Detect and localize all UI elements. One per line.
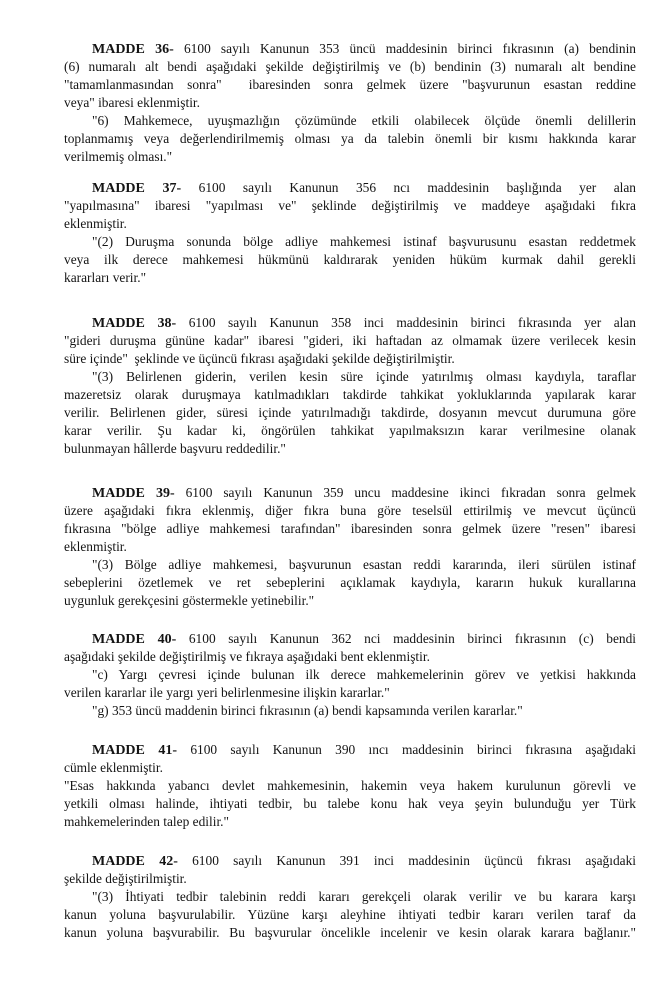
article-number: MADDE 40- bbox=[92, 632, 177, 647]
text-line: bulunmayan hâllerde başvuru reddedilir." bbox=[64, 441, 286, 456]
text-line: eklenmiştir. bbox=[64, 216, 127, 231]
text-line: "(3) Belirlenen giderin, verilen kesin süre içinde yatırılmış olması kaydıyla, taraflar bbox=[92, 369, 636, 384]
article-number: MADDE 36- bbox=[92, 42, 174, 57]
text-line: "6) Mahkemece, uyuşmazlığın çözümünde etkili olabilecek ölçüde önemli delillerin bbox=[92, 113, 636, 128]
article-heading-line bbox=[92, 179, 636, 197]
article-heading-line bbox=[92, 484, 636, 502]
text-span: 6100 sayılı Kanunun 353 üncü maddesinin birinci fıkrasının (a) bendinin bbox=[173, 41, 636, 56]
text-line: "(3) Bölge adliye mahkemesi, başvurunun esastan reddi kararında, ileri sürülen istinaf bbox=[92, 557, 636, 572]
text-line: toplanmamış veya değerlendirilmemiş olması ya da talebin önemli bir kısmı hakkında karar bbox=[64, 131, 636, 146]
text-span: 6100 sayılı Kanunun 362 nci maddesinin birinci fıkrasının (c) bendi bbox=[176, 631, 636, 646]
article-heading-line bbox=[92, 630, 636, 648]
text-line: eklenmiştir. bbox=[64, 539, 127, 554]
text-line: yetkili olması halinde, ihtiyati tedbir, bu talebe konu hak veya şeyin bulunduğu yer Türk bbox=[64, 796, 636, 811]
text-line: verilmemiş olması." bbox=[64, 149, 173, 164]
text-line: şekilde değiştirilmiştir. bbox=[64, 871, 187, 886]
text-line: süre içinde" şeklinde ve üçüncü fıkrası aşağıdaki şekilde değiştirilmiştir. bbox=[64, 351, 455, 366]
text-line: kanun yoluna başvurabilir. Bu başvurular öncelikle incelenir ve kesin olarak karara bağlanır." bbox=[64, 925, 636, 940]
text-line: verilen kararlar ile yargı yeri belirlenmesine ilişkin kararlar." bbox=[64, 685, 390, 700]
text-line: "(2) Duruşma sonunda bölge adliye mahkemesi istinaf başvurusunu esastan reddetmek bbox=[92, 234, 636, 249]
text-line: veya" ibaresi eklenmiştir. bbox=[64, 95, 200, 110]
text-span: 6100 sayılı Kanunun 358 inci maddesinin birinci fıkrasında yer alan bbox=[176, 315, 636, 330]
text-span: 6100 sayılı Kanunun 359 uncu maddesine ikinci fıkradan sonra gelmek bbox=[174, 485, 636, 500]
text-line: verilir. Belirlenen gider, süresi içinde yatırılmadığı takdirde, dosyanın mevcut durumuna göre bbox=[64, 405, 636, 420]
text-span: 6100 sayılı Kanunun 356 ncı maddesinin başlığında yer alan bbox=[181, 180, 637, 195]
article-heading-line bbox=[92, 314, 636, 332]
text-span: 6100 sayılı Kanunun 390 ıncı maddesinin birinci fıkrasına aşağıdaki bbox=[177, 742, 636, 757]
text-line: "gideri duruşma gününe kadar" ibaresi "gideri, iki haftadan az olmamak üzere verilecek kesin bbox=[64, 333, 636, 348]
article-number: MADDE 39- bbox=[92, 486, 175, 501]
text-line: "g) 353 üncü maddenin birinci fıkrasının (a) bendi kapsamında verilen kararlar." bbox=[92, 703, 523, 718]
text-line: veya ilk derece mahkemesi hükmünü kaldırarak yeniden hüküm kurmak dahil gerekli bbox=[64, 252, 636, 267]
text-line: "(3) İhtiyati tedbir talebinin reddi kararı gerekçeli olarak verilir ve bu karara karşı bbox=[92, 889, 636, 904]
text-line: uygunluk gerekçesini göstermekle yetinebilir." bbox=[64, 593, 315, 608]
article-heading-line bbox=[92, 852, 636, 870]
text-line: (6) numaralı alt bendi aşağıdaki şekilde değiştirilmiş ve (b) bendinin (3) numaralı alt bendine bbox=[64, 59, 636, 74]
article-number: MADDE 42- bbox=[92, 854, 178, 869]
text-line: üzere aşağıdaki fıkra eklenmiş, diğer fıkra buna göre teselsül ettirilmiş ve mevcut üçüncü bbox=[64, 503, 636, 518]
text-line: aşağıdaki şekilde değiştirilmiş ve fıkraya aşağıdaki bent eklenmiştir. bbox=[64, 649, 430, 664]
article-number: MADDE 37- bbox=[92, 181, 182, 196]
article-number: MADDE 38- bbox=[92, 316, 177, 331]
article-heading-line bbox=[92, 741, 636, 759]
text-line: mazeretsiz olarak duruşmaya katılmadıkları takdirde tahkikat yokluklarında yapılarak karar bbox=[64, 387, 636, 402]
text-line: "tamamlanmasından sonra" ibaresinden sonra gelmek üzere "başvurunun esastan reddine bbox=[64, 77, 636, 92]
text-line: "Esas hakkında yabancı devlet mahkemesinin, hakemin veya hakem kurulunun görevli ve bbox=[64, 778, 636, 793]
article-heading-line bbox=[92, 40, 636, 58]
article-number: MADDE 41- bbox=[92, 743, 178, 758]
text-line: mahkemelerinden talep edilir." bbox=[64, 814, 229, 829]
text-line: cümle eklenmiştir. bbox=[64, 760, 163, 775]
text-line: kararları verir." bbox=[64, 270, 147, 285]
text-line: "yapılmasına" ibaresi "yapılması ve" şeklinde değiştirilmiş ve maddeye aşağıdaki fıkra bbox=[64, 198, 636, 213]
text-line: fıkrasına "bölge adliye mahkemesi tarafından" ibaresinden sonra gelmek üzere "resen" ibaresi bbox=[64, 521, 636, 536]
text-span: 6100 sayılı Kanunun 391 inci maddesinin üçüncü fıkrası aşağıdaki bbox=[177, 853, 636, 868]
text-line: sebeplerini özetlemek ve ret sebeplerini açıklamak kaydıyla, kararın hukuk kurallarına bbox=[64, 575, 636, 590]
text-line: "c) Yargı çevresi içinde bulunan ilk derece mahkemelerinin görev ve yetkisi hakkında bbox=[92, 667, 636, 682]
text-line: karar verilir. Şu kadar ki, öngörülen tahkikat yapılmaksızın karar verilmesine olanak bbox=[64, 423, 636, 438]
text-line: kanun yoluna başvurulabilir. Yüzüne karşı aleyhine ihtiyati tedbir kararı verilen taraf da bbox=[64, 907, 636, 922]
